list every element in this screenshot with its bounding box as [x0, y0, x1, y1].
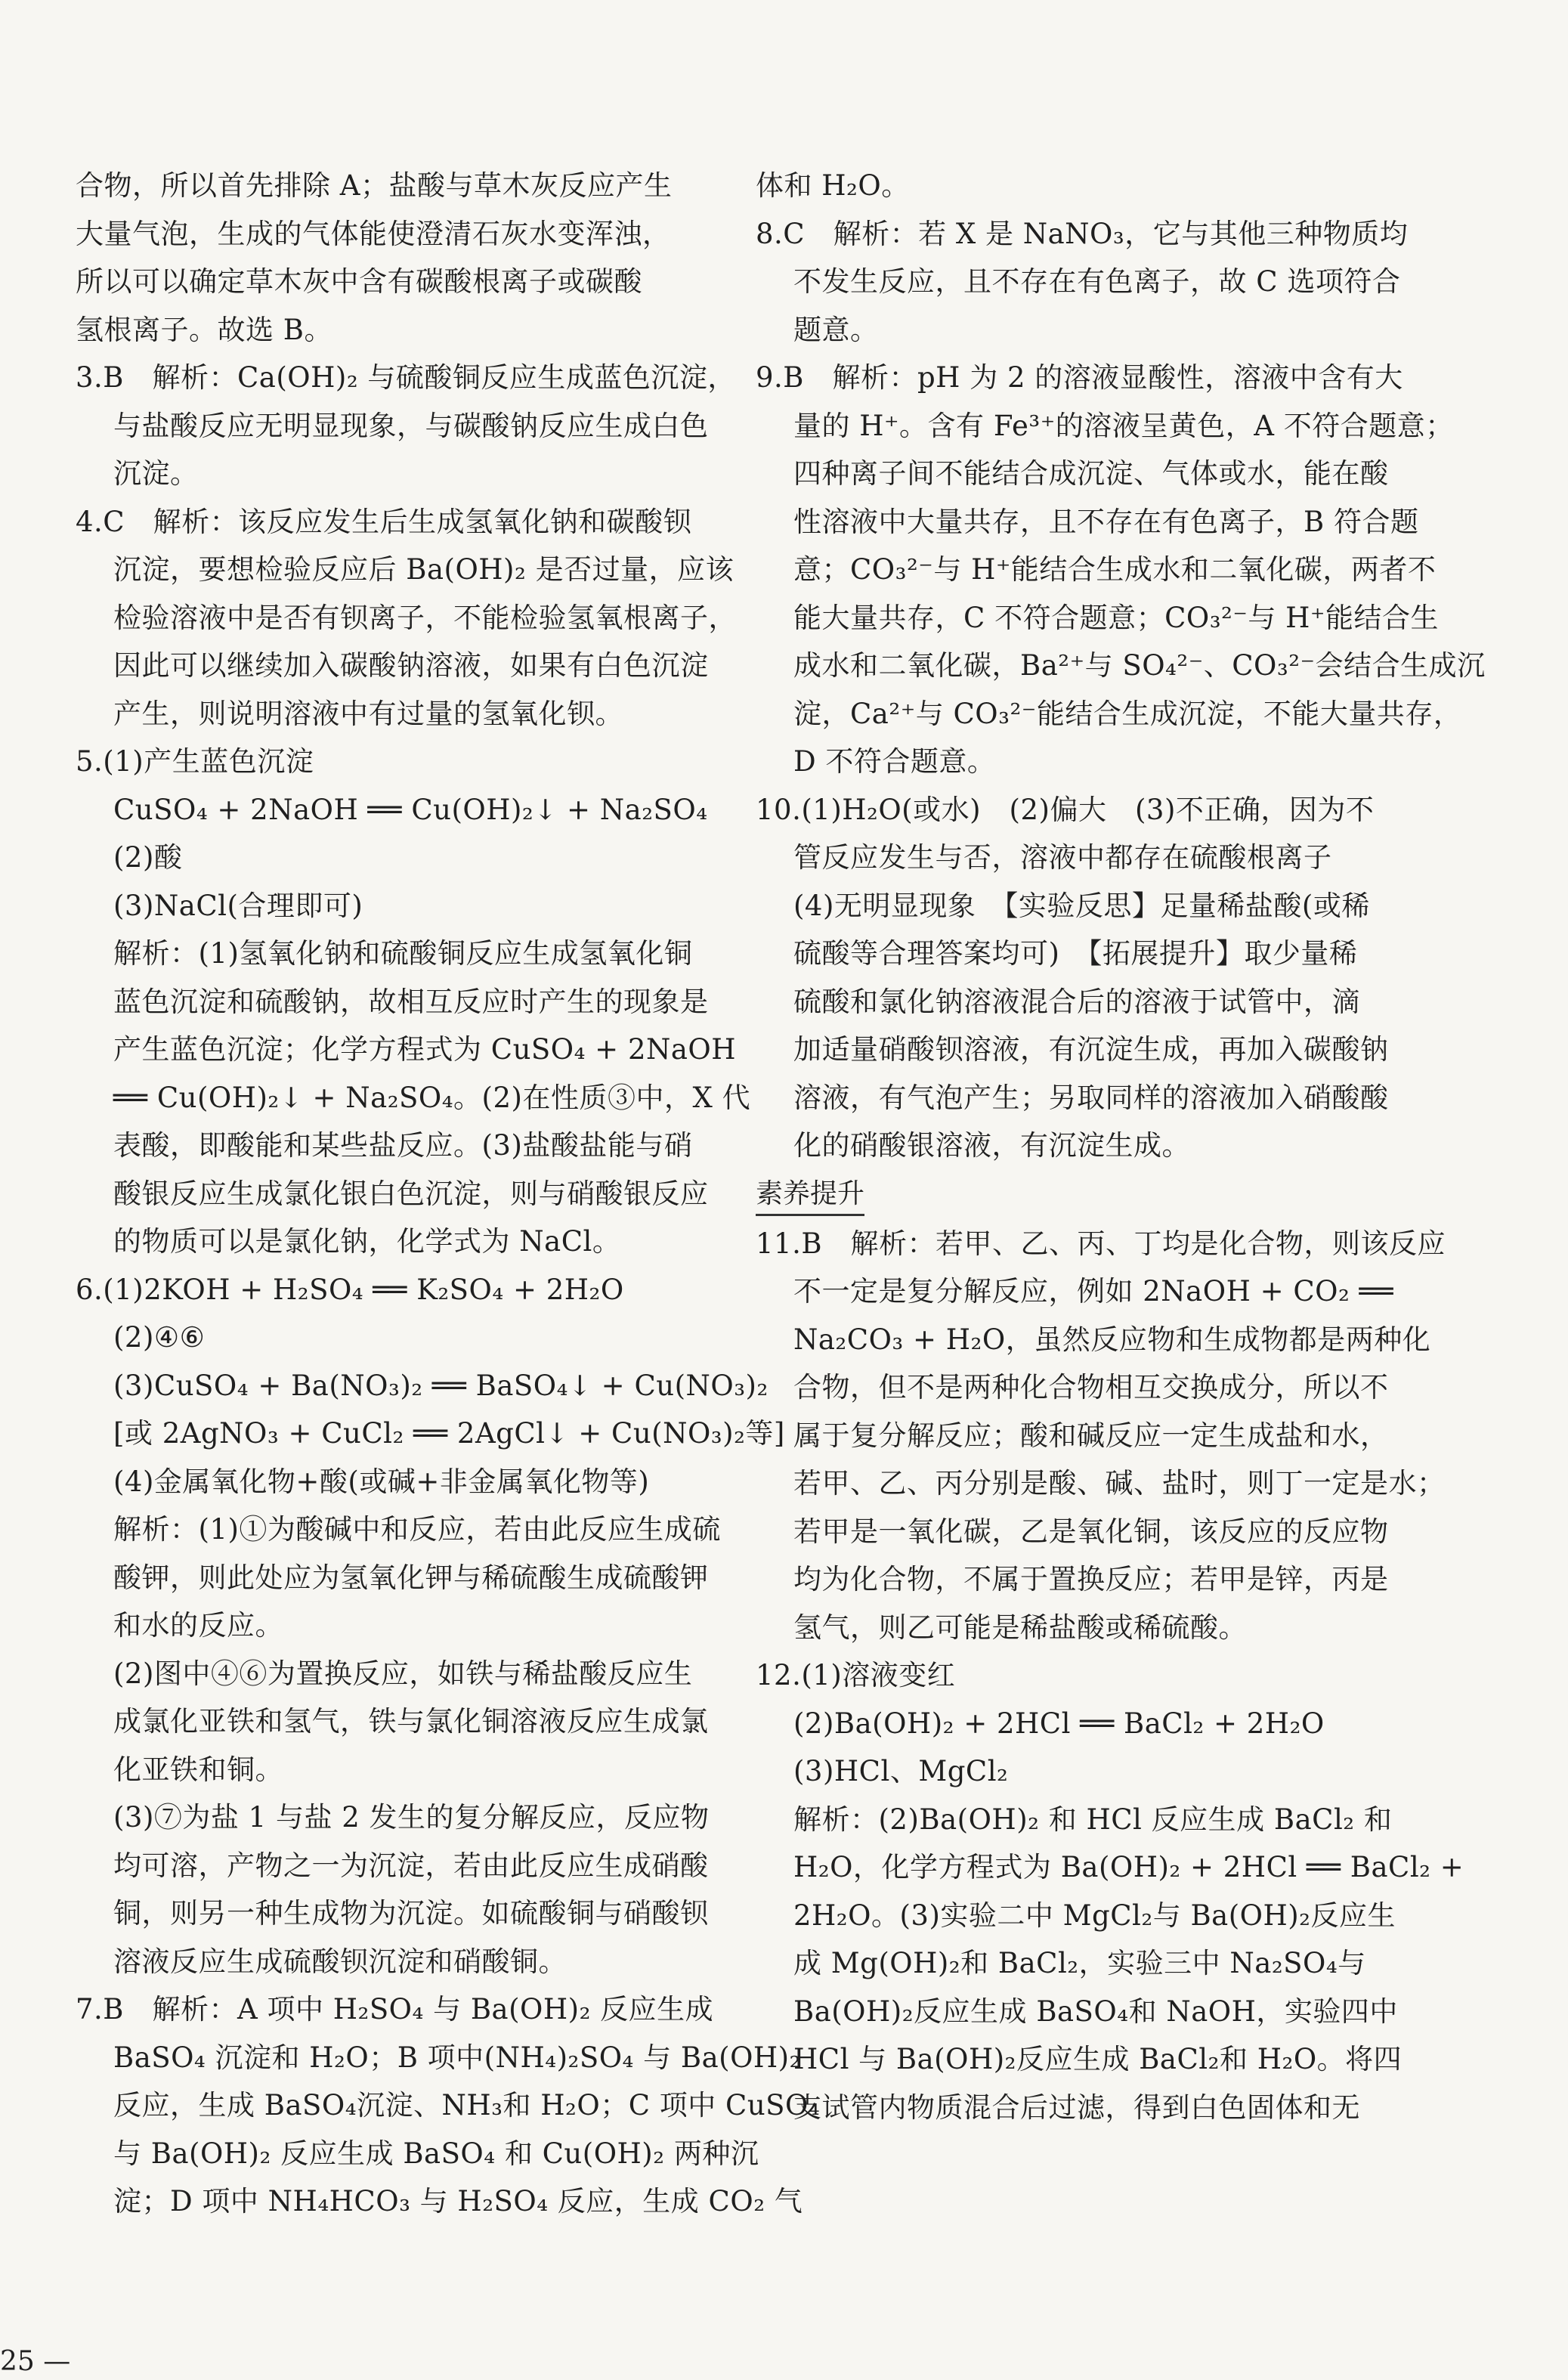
text-line: 5.(1)产生蓝色沉淀: [76, 745, 314, 778]
text-line: CuSO₄ + 2NaOH ══ Cu(OH)₂↓ + Na₂SO₄: [113, 793, 708, 826]
text-line: 铜，则另一种生成物为沉淀。如硫酸铜与硝酸钡: [113, 1897, 709, 1930]
text-line: 管反应发生与否，溶液中都存在硫酸根离子: [793, 841, 1332, 874]
text-line: 3.B 解析：Ca(OH)₂ 与硫酸铜反应生成蓝色沉淀，: [76, 361, 736, 394]
text-line: (3)⑦为盐 1 与盐 2 发生的复分解反应，反应物: [113, 1801, 710, 1834]
text-line: 硫酸等合理答案均可) 【拓展提升】取少量稀: [793, 937, 1358, 970]
text-line: 解析：(2)Ba(OH)₂ 和 HCl 反应生成 BaCl₂ 和: [793, 1803, 1393, 1836]
text-line: (4)金属氧化物+酸(或碱+非金属氧化物等): [113, 1465, 650, 1498]
text-line: 蓝色沉淀和硫酸钠，故相互反应时产生的现象是: [113, 985, 709, 1018]
text-line: 成 Mg(OH)₂和 BaCl₂，实验三中 Na₂SO₄与: [793, 1947, 1366, 1979]
text-line: BaSO₄ 沉淀和 H₂O；B 项中(NH₄)₂SO₄ 与 Ba(OH)₂: [113, 2041, 801, 2074]
text-line: 9.B 解析：pH 为 2 的溶液显酸性，溶液中含有大: [756, 361, 1403, 394]
text-line: 溶液反应生成硫酸钡沉淀和硝酸铜。: [113, 1945, 567, 1978]
text-line: 加适量硝酸钡溶液，有沉淀生成，再加入碳酸钠: [793, 1033, 1389, 1066]
text-line: 4.C 解析：该反应发生后生成氢氧化钠和碳酸钡: [76, 505, 692, 538]
text-line: 合物，但不是两种化合物相互交换成分，所以不: [793, 1371, 1389, 1404]
right-column-top: [756, 162, 1486, 1170]
text-line: 属于复分解反应；酸和碱反应一定生成盐和水，: [793, 1419, 1389, 1452]
text-line: 不一定是复分解反应，例如 2NaOH + CO₂ ══: [793, 1275, 1394, 1308]
text-line: 支试管内物质混合后过滤，得到白色固体和无: [793, 2091, 1360, 2124]
text-line: 沉淀，要想检验反应后 Ba(OH)₂ 是否过量，应该: [113, 553, 735, 586]
text-line: 化亚铁和铜。: [113, 1753, 283, 1786]
text-line: H₂O，化学方程式为 Ba(OH)₂ + 2HCl ══ BaCl₂ +: [793, 1851, 1464, 1883]
text-line: 酸银反应生成氯化银白色沉淀，则与硝酸银反应: [113, 1177, 709, 1210]
right-column: [756, 162, 1486, 2131]
text-line: 8.C 解析：若 X 是 NaNO₃，它与其他三种物质均: [756, 217, 1409, 250]
text-line: 和水的反应。: [113, 1609, 283, 1642]
text-line: D 不符合题意。: [793, 745, 996, 778]
text-line: 合物，所以首先排除 A；盐酸与草木灰反应产生: [76, 169, 673, 202]
text-line: 化的硝酸银溶液，有沉淀生成。: [793, 1129, 1190, 1162]
text-line: 所以可以确定草木灰中含有碳酸根离子或碳酸: [76, 265, 642, 298]
text-line: 产生，则说明溶液中有过量的氢氧化钡。: [113, 697, 623, 730]
text-line: 性溶液中大量共存，且不存在有色离子，B 符合题: [793, 505, 1419, 538]
text-line: 12.(1)溶液变红: [756, 1659, 956, 1691]
text-line: 均为化合物，不属于置换反应；若甲是锌，丙是: [793, 1563, 1389, 1595]
text-line: (3)NaCl(合理即可): [113, 889, 363, 922]
text-line: 10.(1)H₂O(或水) (2)偏大 (3)不正确，因为不: [756, 793, 1375, 826]
text-line: 若甲是一氧化碳，乙是氧化铜，该反应的反应物: [793, 1515, 1389, 1548]
text-line: 硫酸和氯化钠溶液混合后的溶液于试管中，滴: [793, 985, 1360, 1018]
right-column-bottom: [756, 1220, 1464, 2132]
text-line: (2)④⑥: [113, 1321, 206, 1354]
text-line: 因此可以继续加入碳酸钠溶液，如果有白色沉淀: [113, 649, 709, 682]
text-line: 与盐酸反应无明显现象，与碳酸钠反应生成白色: [113, 409, 709, 442]
text-line: (2)酸: [113, 841, 183, 874]
text-line: 产生蓝色沉淀；化学方程式为 CuSO₄ + 2NaOH: [113, 1033, 737, 1066]
text-line: 检验溶液中是否有钡离子，不能检验氢氧根离子，: [113, 601, 737, 634]
text-line: (3)HCl、MgCl₂: [793, 1755, 1009, 1787]
text-line: 11.B 解析：若甲、乙、丙、丁均是化合物，则该反应: [756, 1227, 1446, 1260]
text-line: 淀，Ca²⁺与 CO₃²⁻能结合生成沉淀，不能大量共存，: [793, 697, 1462, 730]
text-line: 氢根离子。故选 B。: [76, 313, 332, 346]
text-line: 2H₂O。(3)实验二中 MgCl₂与 Ba(OH)₂反应生: [793, 1899, 1396, 1932]
text-line: 与 Ba(OH)₂ 反应生成 BaSO₄ 和 Cu(OH)₂ 两种沉: [113, 2137, 759, 2170]
text-line: ══ Cu(OH)₂↓ + Na₂SO₄。(2)在性质③中，X 代: [113, 1081, 751, 1114]
text-line: 均可溶，产物之一为沉淀，若由此反应生成硝酸: [113, 1849, 709, 1882]
section-title: 素养提升: [756, 1175, 864, 1216]
text-line: 能大量共存，C 不符合题意；CO₃²⁻与 H⁺能结合生: [793, 601, 1439, 634]
text-line: 氢气，则乙可能是稀盐酸或稀硫酸。: [793, 1611, 1247, 1644]
text-line: 7.B 解析：A 项中 H₂SO₄ 与 Ba(OH)₂ 反应生成: [76, 1993, 714, 2026]
text-line: [或 2AgNO₃ + CuCl₂ ══ 2AgCl↓ + Cu(NO₃)₂等]: [113, 1417, 785, 1450]
page-number: 25 —: [0, 2346, 71, 2377]
text-line: 四种离子间不能结合成沉淀、气体或水，能在酸: [793, 457, 1389, 490]
text-line: 溶液，有气泡产生；另取同样的溶液加入硝酸酸: [793, 1081, 1389, 1114]
text-line: (4)无明显现象 【实验反思】足量稀盐酸(或稀: [793, 889, 1370, 922]
text-line: 解析：(1)①为酸碱中和反应，若由此反应生成硫: [113, 1513, 721, 1546]
text-line: 意；CO₃²⁻与 H⁺能结合生成水和二氧化碳，两者不: [793, 553, 1437, 586]
text-line: 的物质可以是氯化钠，化学式为 NaCl。: [113, 1225, 621, 1258]
text-line: 成氯化亚铁和氢气，铁与氯化铜溶液反应生成氯: [113, 1705, 709, 1738]
text-line: (2)图中④⑥为置换反应，如铁与稀盐酸反应生: [113, 1657, 693, 1690]
section-heading: [756, 1170, 1428, 1220]
text-line: (3)CuSO₄ + Ba(NO₃)₂ ══ BaSO₄↓ + Cu(NO₃)₂: [113, 1369, 769, 1402]
text-line: 大量气泡，生成的气体能使澄清石灰水变浑浊，: [76, 217, 671, 250]
text-line: (2)Ba(OH)₂ + 2HCl ══ BaCl₂ + 2H₂O: [793, 1707, 1325, 1740]
text-line: 量的 H⁺。含有 Fe³⁺的溶液呈黄色，A 不符合题意；: [793, 409, 1454, 442]
text-line: 体和 H₂O。: [756, 169, 910, 202]
text-line: Na₂CO₃ + H₂O，虽然反应物和生成物都是两种化: [793, 1323, 1431, 1356]
text-line: 反应，生成 BaSO₄沉淀、NH₃和 H₂O；C 项中 CuSO₄: [113, 2089, 821, 2122]
text-line: 解析：(1)氢氧化钠和硫酸铜反应生成氢氧化铜: [113, 937, 693, 970]
text-line: 表酸，即酸能和某些盐反应。(3)盐酸盐能与硝: [113, 1129, 693, 1162]
text-line: HCl 与 Ba(OH)₂反应生成 BaCl₂和 H₂O。将四: [793, 2043, 1403, 2075]
text-line: 沉淀。: [113, 457, 199, 490]
text-line: 淀；D 项中 NH₄HCO₃ 与 H₂SO₄ 反应，生成 CO₂ 气: [113, 2185, 803, 2218]
text-line: 不发生反应，且不存在有色离子，故 C 选项符合: [793, 265, 1401, 298]
text-line: 若甲、乙、丙分别是酸、碱、盐时，则丁一定是水；: [793, 1467, 1446, 1499]
text-line: Ba(OH)₂反应生成 BaSO₄和 NaOH，实验四中: [793, 1995, 1398, 2028]
text-line: 成水和二氧化碳，Ba²⁺与 SO₄²⁻、CO₃²⁻会结合生成沉: [793, 649, 1486, 682]
text-line: 酸钾，则此处应为氢氧化钾与稀硫酸生成硫酸钾: [113, 1561, 709, 1594]
text-line: 6.(1)2KOH + H₂SO₄ ══ K₂SO₄ + 2H₂O: [76, 1273, 624, 1306]
text-line: 题意。: [793, 313, 879, 346]
